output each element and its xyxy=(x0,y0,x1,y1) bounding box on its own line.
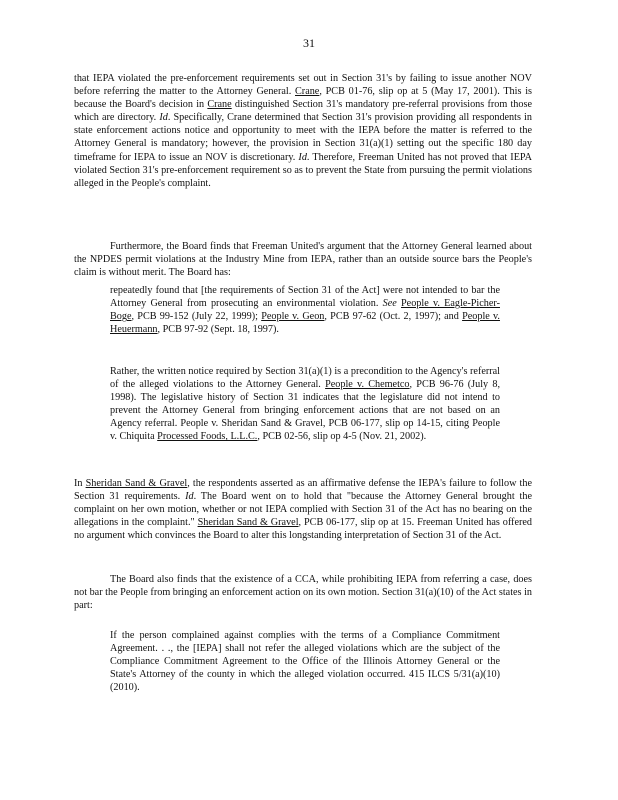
case-citation: Sheridan Sand & Gravel xyxy=(197,517,299,529)
case-citation: People v. Chemetco xyxy=(325,379,410,391)
id-citation: Id xyxy=(185,491,194,503)
page-number: 31 xyxy=(303,36,315,50)
id-citation: Id xyxy=(298,151,307,163)
block-quote-section31a10: If the person complained against complies with the terms of a Compliance Commitment Agreement. . ., the [IEPA] shall not refer the alleged violations which are the subject of the Compliance Commitment Agreement to the Office of the Illinois Attorney General or the State's Attorney of the county in which the alleged violation occurred. 415 ILCS 5/31(a)(10) (2010). xyxy=(110,630,500,694)
case-citation: Crane xyxy=(295,86,320,98)
case-citation: People v. Geon xyxy=(261,311,325,323)
case-citation: People v. Heuermann xyxy=(110,311,500,336)
paragraph-attorney-general-argument: Furthermore, the Board finds that Freeman United's argument that the Attorney General learned about the NPDES permit violations at the Industry Mine from IEPA, rather than an outside source bars the People's claim is without merit. The Board has: xyxy=(74,241,532,279)
id-citation: Id xyxy=(159,112,168,124)
case-citation: Sheridan Sand & Gravel xyxy=(85,478,188,489)
case-citation: Crane xyxy=(207,99,232,111)
case-citation: People v. Eagle-Picher-Boge xyxy=(110,298,500,323)
block-quote-repeatedly-found: repeatedly found that [the requirements of Section 31 of the Act] were not intended to bar the Attorney General from prosecuting an environmental violation. See People v. Eagle-Picher-Boge, PCB 99-152 (July 22, 1999); People v. Geon, PCB 97-62 (Oct. 2, 1997); and People v. Heuermann, PCB 97-92 (Sept. 18, 1997). xyxy=(110,285,500,336)
case-citation: Processed Foods, L.L.C. xyxy=(157,431,258,443)
see-signal: See xyxy=(382,298,397,310)
paragraph-cca-existence: The Board also finds that the existence of a CCA, while prohibiting IEPA from referring a case, does not bar the People from bringing an enforcement action on its own motion. Section 31(a)(10) of the Act states in part: xyxy=(74,574,532,612)
paragraph-sheridan-sand-gravel: In Sheridan Sand & Gravel, the respondents asserted as an affirmative defense the IEPA's failure to follow the Section 31 requirements. Id. The Board went on to hold that "because the Attorney General brought the complaint on her own motion, whether or not IEPA complied with Section 31 of the Act has no bearing on the allegations in the complaint." Sheridan Sand & Gravel, PCB 06-177, slip op at 15. Freeman United has offered no argument which convinces the Board to alter this longstanding interpretation of Section 31 of the Act. xyxy=(74,478,532,542)
paragraph-section31-preenforcement: that IEPA violated the pre-enforcement requirements set out in Section 31's by failing to issue another NOV before referring the matter to the Attorney General. Crane, PCB 01-76, slip op at 5 (May 17, 2001). This is because the Board's decision in Crane distinguished Section 31's mandatory pre-referral provisions from those which are directory. Id. Specifically, Crane determined that Section 31's provision providing all respondents in state enforcement actions notice and opportunity to meet with the IEPA before the matter is referred to the Attorney General is mandatory; however, the provision in Section 31(a)(1) setting out the specific 180 day timeframe for IEPA to issue an NOV is discretionary. Id. Therefore, Freeman United has not proved that IEPA violated Section 31's pre-enforcement requirement so as to prevent the State from pursuing the permit violations alleged in the People's complaint. xyxy=(74,73,532,189)
block-quote-written-notice: Rather, the written notice required by Section 31(a)(1) is a precondition to the Agency's referral of the alleged violations to the Attorney General. People v. Chemetco, PCB 96-76 (July 8, 1998). The legislative history of Section 31 indicates that the legislature did not intend to prevent the Attorney General from bringing enforcement actions that are not based on an Agency referral. People v. Sheridan Sand & Gravel, PCB 06-177, slip op 14-15, citing People v. Chiquita Processed Foods, L.L.C., PCB 02-56, slip op 4-5 (Nov. 21, 2002). xyxy=(110,366,500,443)
